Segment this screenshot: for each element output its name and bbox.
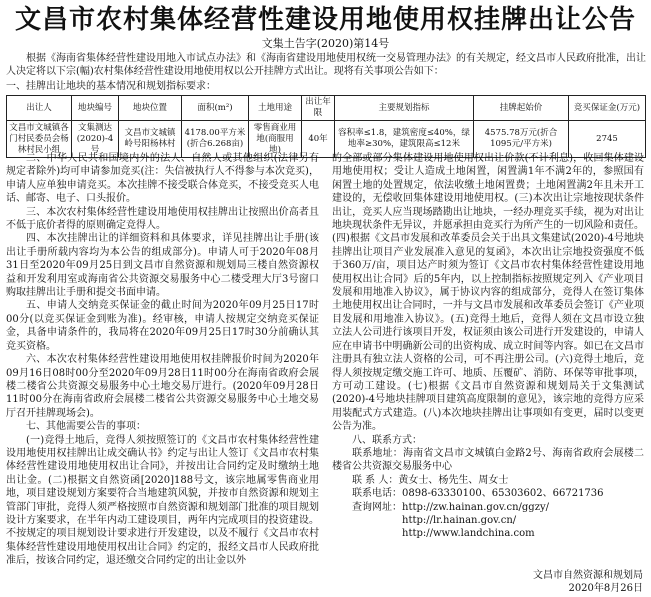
table-cell: 零售商业用地(商服用地) [249,121,302,158]
clause-6: 六、本次农村集体经营性建设用地使用权挂牌报价时间为2020年09月16日08时00分至2020年09月28日11时00分在海南省政府会展楼二楼省公共资源交易服务中心土地交易厅进行。(2020年09月28日11时00分在海南省政府会展楼二楼省公共资源交易服务中心土地交易厅召开挂牌现场会)。 [6,354,319,419]
contact-heading: 八、联系方式： [352,434,422,446]
table-cell: 40年 [302,121,335,158]
clause-4: 四、本次挂牌出让的详细资料和具体要求，详见挂牌出让手册(该出让手册所载内容均为本公告的组成部分)。申请人可于2020年08月31日至2020年09月25日到文昌市自然资源和规划局三楼自然资源权益和开发利用室或海南省公共资源交易服务中心二楼受理大厅3号窗口购取挂牌出让手册和提交书面申请。 [6,233,319,299]
table-cell: 2745 [569,121,646,158]
header-cell: 出让年限 [302,96,335,121]
table-cell: 文集测达(2020)-4号 [72,121,119,158]
section1-heading: 一、挂牌出让地块的基本情况和规划指标要求： [6,81,216,92]
table-header-row [7,96,646,121]
contact-address: 联系地址：海南省文昌市文城镇白金路2号、海南省政府会展楼二楼省公共资源交易服务中心 [332,447,644,473]
contact-website-link[interactable]: 查询网址：http://zw.hainan.gov.cn/ggzy/ [352,501,549,513]
intro-paragraph: 根据《海南省集体经营性建设用地入市试点办法》和《海南省建设用地使用权统一交易管理办法》的有关规定，经文昌市人民政府批准，出让人决定将以下宗(幅)农村集体经营性建设用地使用权以公开挂牌方式出让。现将有关事项公告如下： [6,53,646,77]
contact-person: 联 系 人：黄女士、杨先生、周女士 [352,474,509,486]
clause-7-heading: 七、其他需要公告的事项： [26,421,146,433]
clause-7-body: (一)竞得土地后，竞得人须按照签订的《文昌市农村集体经营性建设用地使用权挂牌出让成交确认书》约定与出让人签订《文昌市农村集体经营性建设用地使用权出让合同》，并按出让合同约定及时缴纳土地出让金。(二)根据文自然资函[2020]188号文，该宗地属零售商业用地，项目建设规划方案要符合当地建筑风貌，并按市自然资源和规划主管部门审批，竞得人须严格按照市自然资源和规划部门批准的项目规划设计方案要求，在半年内动工建设项目，两年内完成项目的投资建设。不按规定的项目规划设计要求进行开发建设，以及不履行《文昌市农村集体经营性建设用地使用权出让合同》约定的，报经文昌市人民政府批准后，按该合同约定，退还缴交合同约定的出让金以外 [6,434,319,567]
clause-3: 三、本次农村集体经营性建设用地使用权挂牌出让按照出价高者且不低于底价者得的原则确定竞得人。 [6,206,319,232]
clause-5: 五、申请人交纳竞买保证金的截止时间为2020年09月25日17时00分(以竞买保证金到账为准)。经审核，申请人按规定交纳竞买保证金，具备申请条件的，我局将在2020年09月25日17时30分前确认其竞买资格。 [6,300,319,352]
header-cell: 主要规划指标 [335,96,474,121]
header-cell: 土地用途 [249,96,302,121]
header-cell: 地块位置 [119,96,182,121]
clause-7-continued: 的全部或部分集体建设用地使用权出让价款(不计利息)，收回集体建设用地使用权；受让人造成土地闲置，闲置满1年不满2年的，参照国有闲置土地的处置规定，依法收缴土地闲置费；土地闲置满2年且未开工建设的，无偿收回集体建设用地使用权。(三)本次出让宗地按现状条件出让，竞买人应当现场踏勘出让地块，一经办理竞买手续，视为对出让地块现状条件无异议，并愿承担由竞买行为所产生的一切风险和责任。(四)根据《文昌市发展和改革委员会关于出具文集建试(2020)-4号地块挂牌出让项目产业发展准入意见的复函》，本次出让宗地投资强度不低于360万/亩，项目达产时须为签订《文昌市农村集体经营性建设用地使用权出让合同》后的5年内，以上控制指标按照规定列入《产业项目发展和用地准入协议》，属于协议内容的组成部分，竞得人在签订集体土地使用权出让合同时，一并与文昌市发展和改革委员会签订《产业项目发展和用地准入协议》。(五)竞得土地后，竞得人须在文昌市设立独立法人公司进行该项目开发，权证须由该公司进行开发建设的，申请人应在申请书中明确新公司的出资构成、成立时间等内容。如已在文昌市注册具有独立法人资格的公司，可不再注册公司。(六)竞得土地后，竞得人须按规定缴交施工许可、地质、压覆矿、消防、环保等审批事项，方可动工建设。(七)根据《文昌市自然资源和规划局关于文集测试(2020)-4号地块挂牌项目建筑高度限制的意见》，该宗地的竞得方应采用装配式方式建造。(八)本次地块挂牌出让事项如有变更，届时以变更公告为准。 [332,153,644,433]
table-cell: 文昌市文城镇岭号阳杨林村 [119,121,182,158]
contact-website-link[interactable]: http://lr.hainan.gov.cn/ [402,514,517,526]
parcel-table [6,95,646,158]
header-cell: 面积(m²) [182,96,249,121]
table-cell: 容积率≤1.8，建筑密度≤40%，绿地率≥30%，建筑限高≤12米 [335,121,474,158]
header-cell: 竞买保证金(万元) [569,96,646,121]
table-cell: 4575.78万元(折合1095元/平方米) [474,121,569,158]
issuer-name: 文昌市自然资源和规划局 [533,570,643,581]
document-number: 文集土告字(2020)第14号 [261,37,390,50]
issue-date: 2020年8月26日 [568,583,643,594]
header-cell: 地块编号 [72,96,119,121]
header-cell: 出让人 [7,96,72,121]
right-column [332,152,644,541]
table-cell: 文昌市文城镇各门村民委员会杨林村民小组 [7,121,72,158]
contact-phone: 联系电话：0898-63330100、65303602、66721736 [352,488,604,500]
notice-title: 文昌市农村集体经营性建设用地使用权挂牌出让公告 [14,5,636,35]
clause-2: 二、中华人民共和国境内外的法人、自然人或其他组织(法律另有规定者除外)均可申请参加竞买(注：失信被执行人不得参与本次竞买)，申请人应单独申请竞买。本次挂牌不接受联合体竞买，不接受竞买人电话、邮寄、电子、口头报价。 [6,153,319,205]
header-cell: 挂牌起始价 [474,96,569,121]
left-column [6,152,319,568]
table-cell: 4178.00平方米(折合6.268亩) [182,121,249,158]
contact-website-link[interactable]: http://www.landchina.com [402,528,535,540]
